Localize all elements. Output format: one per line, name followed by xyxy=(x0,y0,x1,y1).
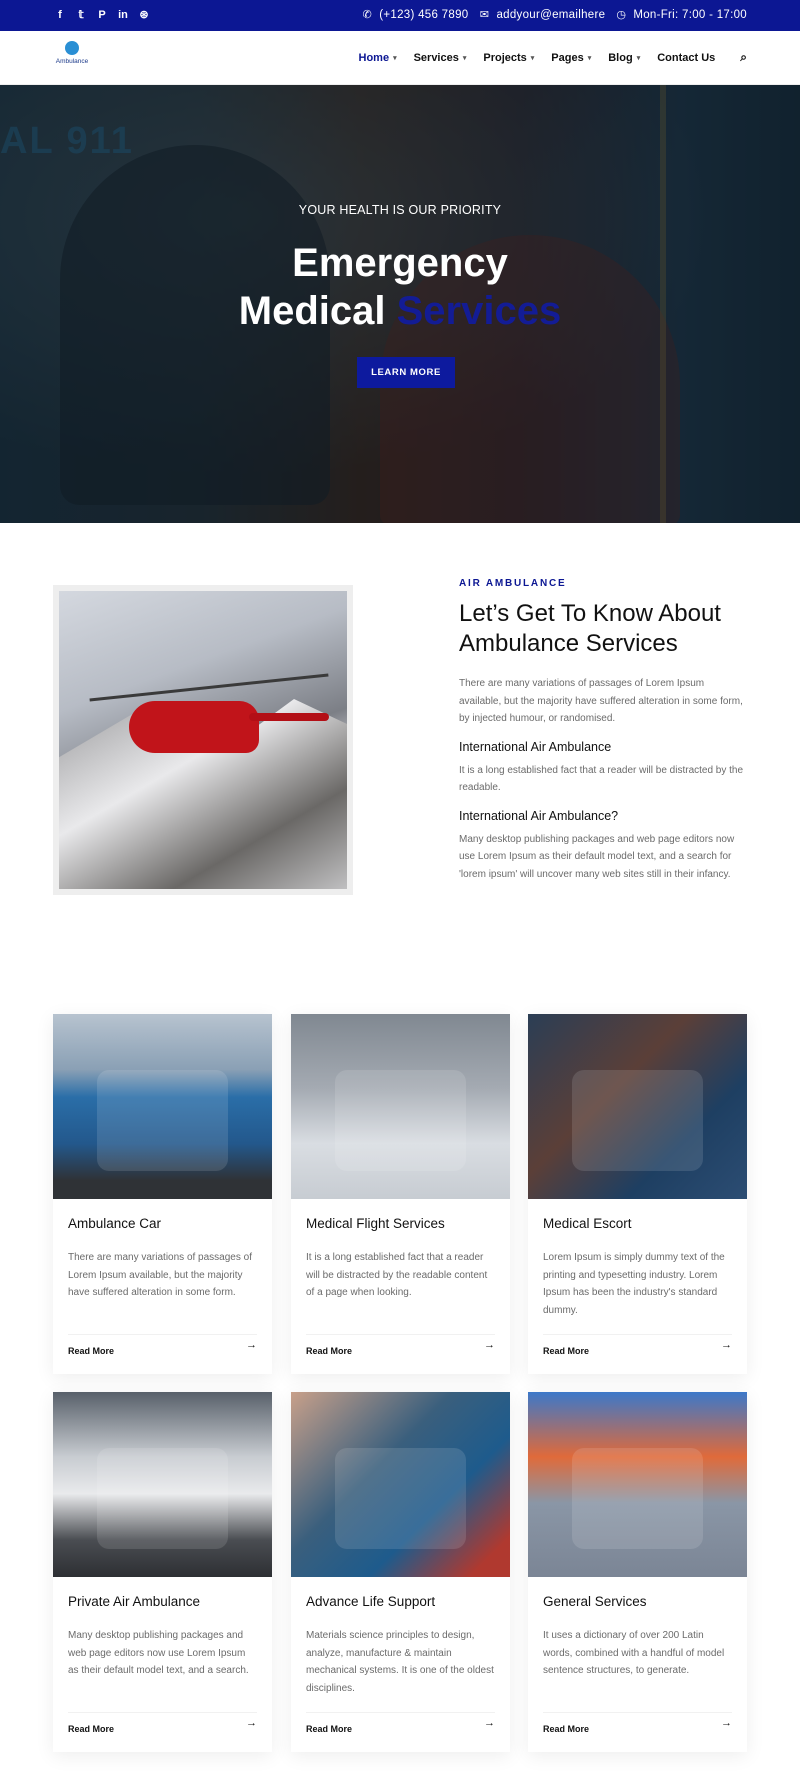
social-links xyxy=(54,9,150,22)
service-card-footer xyxy=(68,1334,257,1356)
read-more-link[interactable]: Read More xyxy=(543,1346,590,1356)
chevron-down-icon: ▾ xyxy=(393,54,397,62)
medical-flight-photo xyxy=(291,1014,510,1199)
service-card[interactable] xyxy=(291,1014,510,1374)
service-card-title: Private Air Ambulance xyxy=(68,1594,201,1609)
service-card-text: There are many variations of passages of Lorem Ipsum available, but the majority have suffered alteration in some form. xyxy=(68,1252,252,1298)
arrow-right-icon[interactable]: → xyxy=(246,1717,257,1729)
about-intro: There are many variations of passages of Lorem Ipsum available, but the majority have suffered alteration in some form, by injected humour, or randomised. xyxy=(459,678,743,724)
hero-title-accent: Services xyxy=(396,289,562,333)
nav-blog[interactable] xyxy=(608,50,640,65)
about-subtitle-1: International Air Ambulance xyxy=(459,739,612,754)
service-card[interactable] xyxy=(291,1392,510,1752)
search-icon[interactable]: ⌕ xyxy=(740,50,747,64)
hero-title-line2 xyxy=(0,287,800,335)
nav-contact-us[interactable] xyxy=(657,50,715,65)
service-card-title: General Services xyxy=(543,1594,647,1609)
nav-services[interactable] xyxy=(414,50,467,65)
service-card-text: Materials science principles to design, analyze, manufacture & maintain mechanical systems. It is one of the oldest disciplines. xyxy=(306,1630,494,1694)
service-card-text: Many desktop publishing packages and web page editors now use Lorem Ipsum as their default model text, and a search. xyxy=(68,1630,249,1676)
service-card-text: Lorem Ipsum is simply dummy text of the printing and typesetting industry. Lorem Ipsum has been the industry's standard dummy. xyxy=(543,1252,725,1316)
chevron-down-icon: ▾ xyxy=(587,54,592,62)
hero-title xyxy=(0,239,800,335)
phone-icon: ✆ xyxy=(362,9,372,21)
hero-kicker: YOUR HEALTH IS OUR PRIORITY xyxy=(298,203,502,217)
service-card-title: Medical Escort xyxy=(543,1216,632,1231)
learn-more-button[interactable]: LEARN MORE xyxy=(357,357,455,388)
logo-mark-icon xyxy=(65,41,79,55)
site-logo[interactable] xyxy=(54,41,90,75)
nav-home[interactable] xyxy=(359,50,397,65)
helicopter-photo xyxy=(59,591,347,889)
red-helicopter xyxy=(129,701,259,753)
read-more-link[interactable]: Read More xyxy=(306,1724,353,1734)
read-more-link[interactable]: Read More xyxy=(306,1346,353,1356)
service-card-text: It is a long established fact that a reader will be distracted by the readable content of a page when looking. xyxy=(306,1252,488,1298)
arrow-right-icon[interactable]: → xyxy=(721,1339,732,1351)
service-card-footer xyxy=(543,1334,732,1356)
about-image-frame xyxy=(53,585,353,895)
life-support-photo xyxy=(291,1392,510,1577)
read-more-link[interactable]: Read More xyxy=(68,1724,115,1734)
dribbble-icon[interactable]: ⊛ xyxy=(139,9,149,21)
chevron-down-icon: ▾ xyxy=(530,54,535,62)
arrow-right-icon[interactable]: → xyxy=(484,1717,495,1729)
hours-text: Mon-Fri: 7:00 - 17:00 xyxy=(633,8,747,21)
nav-projects-label: Projects xyxy=(483,51,527,64)
phone-number: (+123) 456 7890 xyxy=(379,8,469,21)
service-card-title: Medical Flight Services xyxy=(306,1216,445,1231)
clock-icon: ◷ xyxy=(616,9,627,21)
ambulance-car-photo xyxy=(53,1014,272,1199)
nav-services-label: Services xyxy=(413,51,459,64)
arrow-right-icon[interactable]: → xyxy=(721,1717,732,1729)
nav-projects[interactable] xyxy=(483,50,534,65)
nav-pages-label: Pages xyxy=(551,51,584,64)
nav-contact-label: Contact Us xyxy=(657,51,716,64)
contact-info xyxy=(361,8,747,21)
linkedin-icon[interactable]: in xyxy=(118,9,128,21)
nav-home-label: Home xyxy=(358,51,390,64)
service-card-footer xyxy=(68,1712,257,1734)
hero-title-medical: Medical xyxy=(238,289,386,333)
service-card[interactable] xyxy=(528,1014,747,1374)
ambulance-number-text: AL 911 xyxy=(0,120,134,162)
about-eyebrow: AIR AMBULANCE xyxy=(459,578,567,589)
hero-title-line1: Emergency xyxy=(292,241,508,285)
envelope-icon: ✉ xyxy=(479,9,490,21)
helicopter-rotor xyxy=(90,673,329,701)
email-address: addyour@emailhere xyxy=(496,8,606,21)
arrow-right-icon[interactable]: → xyxy=(246,1339,257,1351)
twitter-icon[interactable]: 𝕥 xyxy=(78,9,84,21)
site-header xyxy=(0,31,800,85)
main-nav xyxy=(359,50,748,65)
service-card[interactable] xyxy=(528,1392,747,1752)
service-card-title: Advance Life Support xyxy=(306,1594,436,1609)
about-subtext-2: Many desktop publishing packages and web page editors now use Lorem Ipsum as their default model text, and a search for 'lorem ipsum' will uncover many web sites still in their infancy. xyxy=(459,833,735,880)
top-bar xyxy=(0,0,800,31)
logo-text: Ambulance xyxy=(55,58,89,65)
service-card[interactable] xyxy=(53,1392,272,1752)
pinterest-icon[interactable]: P xyxy=(98,9,106,21)
read-more-link[interactable]: Read More xyxy=(68,1346,115,1356)
service-card-title: Ambulance Car xyxy=(68,1216,162,1231)
medical-escort-photo xyxy=(528,1014,747,1199)
chevron-down-icon: ▾ xyxy=(636,54,641,62)
service-card-footer xyxy=(306,1334,495,1356)
hero-banner xyxy=(0,85,800,523)
facebook-icon[interactable]: f xyxy=(58,9,62,21)
email-contact[interactable] xyxy=(478,8,605,21)
general-services-photo xyxy=(528,1392,747,1577)
service-card-text: It uses a dictionary of over 200 Latin words, combined with a handful of model sentence structures, to generate. xyxy=(543,1630,725,1676)
about-title: Let’s Get To Know About Ambulance Services xyxy=(459,600,721,657)
service-card-footer xyxy=(306,1712,495,1734)
opening-hours xyxy=(615,8,747,21)
about-subtext-1: It is a long established fact that a reader will be distracted by the readable. xyxy=(459,764,744,793)
nav-blog-label: Blog xyxy=(608,51,633,64)
service-card-footer xyxy=(543,1712,732,1734)
about-subtitle-2: International Air Ambulance? xyxy=(459,808,619,823)
service-card[interactable] xyxy=(53,1014,272,1374)
phone-contact[interactable] xyxy=(361,8,468,21)
nav-pages[interactable] xyxy=(551,50,591,65)
private-jet-photo xyxy=(53,1392,272,1577)
arrow-right-icon[interactable]: → xyxy=(484,1339,495,1351)
chevron-down-icon: ▾ xyxy=(462,54,467,62)
about-section xyxy=(459,578,749,883)
read-more-link[interactable]: Read More xyxy=(543,1724,590,1734)
